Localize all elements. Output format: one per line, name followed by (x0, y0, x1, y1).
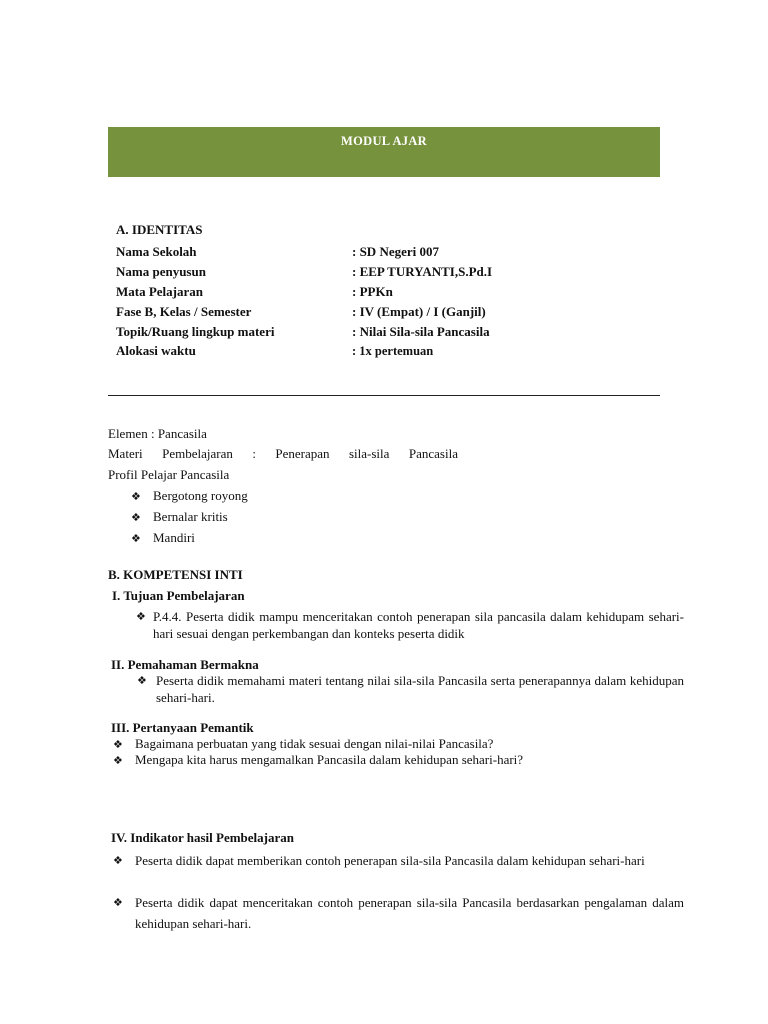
identitas-value: : SD Negeri 007 (352, 244, 440, 259)
identitas-label: Nama Sekolah (116, 244, 197, 259)
diamond-bullet-icon: ❖ (113, 896, 123, 909)
profil-item: Mandiri (153, 530, 195, 545)
indikator-item (113, 850, 684, 871)
profil-item: Bernalar kritis (153, 509, 228, 524)
profil-item: Bergotong royong (153, 488, 248, 503)
identitas-value: : Nilai Sila-sila Pancasila (352, 324, 490, 339)
identitas-row-alokasi-waktu (116, 343, 433, 359)
pemahaman-item (137, 672, 684, 706)
indikator-heading: IV. Indikator hasil Pembelajaran (111, 830, 294, 845)
diamond-bullet-icon: ❖ (131, 490, 141, 503)
diamond-bullet-icon: ❖ (113, 738, 123, 751)
materi-word: Pancasila (408, 446, 458, 461)
identitas-label: Topik/Ruang lingkup materi (116, 324, 275, 339)
pertanyaan-heading: III. Pertanyaan Pemantik (111, 720, 254, 735)
diamond-bullet-icon: ❖ (137, 674, 147, 687)
pemahaman-heading: II. Pemahaman Bermakna (111, 657, 259, 672)
list-item (113, 752, 523, 768)
diamond-bullet-icon: ❖ (113, 854, 123, 867)
materi-word: Penerapan (275, 446, 330, 461)
title-banner (108, 127, 660, 177)
materi-word: Pembelajaran (162, 446, 233, 461)
pertanyaan-item: Bagaimana perbuatan yang tidak sesuai dengan nilai-nilai Pancasila? (135, 736, 494, 751)
identitas-row-topik (116, 324, 490, 340)
tujuan-text: P.4.4. Peserta didik mampu menceritakan contoh penerapan sila pancasila dalam kehidupam sehari-hari sesuai dengan perkembangan dan konteks peserta didik (153, 609, 684, 641)
identitas-value: : EEP TURYANTI,S.Pd.I (352, 264, 493, 279)
identitas-row-nama-penyusun (116, 264, 492, 280)
list-item (113, 736, 493, 752)
kompetensi-heading: B. KOMPETENSI INTI (108, 567, 243, 582)
identitas-value: : PPKn (352, 284, 393, 299)
identitas-label: Alokasi waktu (116, 343, 196, 358)
identitas-label: Nama penyusun (116, 264, 206, 279)
identitas-value: : IV (Empat) / I (Ganjil) (352, 304, 486, 319)
materi-word: sila-sila (348, 446, 390, 461)
identitas-label: Mata Pelajaran (116, 284, 204, 299)
identitas-row-mata-pelajaran (116, 284, 393, 300)
list-item (131, 509, 228, 525)
elemen-line: Elemen : Pancasila (108, 426, 207, 441)
indikator-item (113, 892, 684, 934)
list-item (131, 530, 195, 546)
diamond-bullet-icon: ❖ (113, 754, 123, 767)
materi-word: : (252, 446, 256, 461)
materi-word: Materi (108, 446, 143, 461)
identitas-row-fase-kelas (116, 304, 486, 320)
banner-title: MODUL AJAR (341, 134, 427, 148)
identitas-heading: A. IDENTITAS (116, 222, 203, 237)
tujuan-item (136, 608, 684, 642)
materi-line (108, 446, 458, 462)
indikator-text: Peserta didik dapat menceritakan contoh penerapan sila-sila Pancasila berdasarkan pengalaman dalam kehidupan sehari-hari. (135, 895, 684, 931)
tujuan-heading: I. Tujuan Pembelajaran (112, 588, 245, 603)
profil-heading: Profil Pelajar Pancasila (108, 467, 230, 482)
list-item (131, 488, 248, 504)
section-divider (108, 395, 660, 396)
diamond-bullet-icon: ❖ (131, 511, 141, 524)
identitas-label: Fase B, Kelas / Semester (116, 304, 252, 319)
identitas-row-nama-sekolah (116, 244, 439, 260)
diamond-bullet-icon: ❖ (131, 532, 141, 545)
diamond-bullet-icon: ❖ (136, 610, 146, 623)
pemahaman-text: Peserta didik memahami materi tentang nilai sila-sila Pancasila serta penerapannya dalam kehidupan sehari-hari. (156, 673, 684, 705)
identitas-value: : 1x pertemuan (352, 344, 434, 358)
pertanyaan-item: Mengapa kita harus mengamalkan Pancasila dalam kehidupan sehari-hari? (135, 752, 524, 767)
indikator-text: Peserta didik dapat memberikan contoh penerapan sila-sila Pancasila dalam kehidupan sehari-hari (135, 853, 645, 868)
